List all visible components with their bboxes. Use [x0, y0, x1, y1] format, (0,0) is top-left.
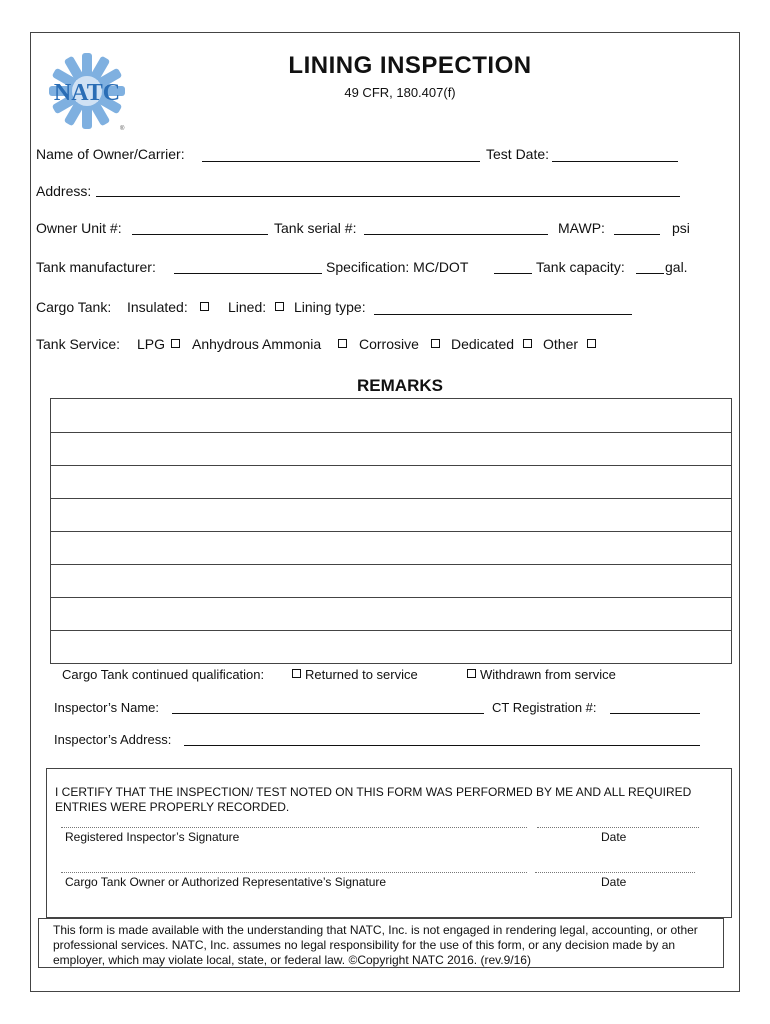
service-other-checkbox[interactable]	[587, 339, 596, 348]
service-other-label: Other	[543, 336, 579, 352]
remarks-divider	[51, 465, 731, 466]
remarks-divider	[51, 597, 731, 598]
service-dedicated-label: Dedicated	[451, 336, 515, 352]
remarks-divider	[51, 630, 731, 631]
service-lpg-label: LPG	[137, 336, 166, 352]
capacity-label: Tank capacity:	[536, 259, 625, 275]
lined-checkbox[interactable]	[275, 302, 284, 311]
lined-label: Lined:	[228, 299, 267, 315]
capacity-field[interactable]	[636, 273, 664, 274]
remarks-divider	[51, 564, 731, 565]
inspector-date-line[interactable]	[537, 827, 699, 828]
capacity-unit: gal.	[665, 259, 688, 275]
cargo-tank-label: Cargo Tank:	[36, 299, 112, 315]
inspector-signature-line[interactable]	[61, 827, 527, 828]
address-field[interactable]	[96, 196, 680, 197]
tank-service-label: Tank Service:	[36, 336, 121, 352]
returned-label: Returned to service	[305, 667, 418, 682]
tank-serial-field[interactable]	[364, 234, 548, 235]
svg-text:NATC: NATC	[53, 80, 121, 106]
address-label: Address:	[36, 183, 92, 199]
certification-box	[46, 768, 732, 918]
certification-statement: I CERTIFY THAT THE INSPECTION/ TEST NOTED ON THIS FORM WAS PERFORMED BY ME AND ALL REQUIRED ENTRIES WERE PROPERLY RECORDED.	[55, 785, 692, 814]
withdrawn-checkbox[interactable]	[467, 669, 476, 678]
ct-registration-field[interactable]	[610, 713, 700, 714]
inspector-address-field[interactable]	[184, 745, 700, 746]
inspector-name-field[interactable]	[172, 713, 484, 714]
service-ammonia-checkbox[interactable]	[338, 339, 347, 348]
insulated-checkbox[interactable]	[200, 302, 209, 311]
owner-label: Name of Owner/Carrier:	[36, 146, 185, 162]
remarks-table[interactable]	[50, 398, 732, 664]
lining-type-field[interactable]	[374, 314, 632, 315]
lining-type-label: Lining type:	[294, 299, 366, 315]
service-corrosive-checkbox[interactable]	[431, 339, 440, 348]
disclaimer-box	[38, 918, 724, 968]
insulated-label: Insulated:	[127, 299, 188, 315]
form-title: LINING INSPECTION	[288, 52, 532, 79]
tank-serial-label: Tank serial #:	[274, 220, 357, 236]
service-dedicated-checkbox[interactable]	[523, 339, 532, 348]
service-lpg-checkbox[interactable]	[171, 339, 180, 348]
service-ammonia-label: Anhydrous Ammonia	[192, 336, 322, 352]
ct-registration-label: CT Registration #:	[492, 700, 597, 715]
remarks-divider	[51, 498, 731, 499]
remarks-title: REMARKS	[357, 376, 443, 395]
owner-signature-line[interactable]	[61, 872, 527, 873]
test-date-field[interactable]	[552, 161, 678, 162]
mawp-label: MAWP:	[558, 220, 605, 236]
owner-signature-label: Cargo Tank Owner or Authorized Representative’s Signature	[65, 875, 387, 889]
withdrawn-label: Withdrawn from service	[480, 667, 616, 682]
manufacturer-label: Tank manufacturer:	[36, 259, 156, 275]
qualification-label: Cargo Tank continued qualification:	[62, 667, 265, 682]
owner-date-line[interactable]	[535, 872, 695, 873]
owner-unit-label: Owner Unit #:	[36, 220, 122, 236]
mawp-unit: psi	[672, 220, 690, 236]
svg-text:®: ®	[120, 126, 125, 132]
owner-date-label: Date	[601, 875, 627, 889]
inspector-address-label: Inspector’s Address:	[54, 732, 172, 747]
specification-field[interactable]	[494, 273, 532, 274]
test-date-label: Test Date:	[486, 146, 550, 162]
owner-unit-field[interactable]	[132, 234, 268, 235]
mawp-field[interactable]	[614, 234, 660, 235]
form-subtitle: 49 CFR, 180.407(f)	[344, 85, 456, 100]
returned-checkbox[interactable]	[292, 669, 301, 678]
disclaimer-text: This form is made available with the understanding that NATC, Inc. is not engaged in rendering legal, accounting, or other professional services. NATC, Inc. assumes no legal responsibility for the use of this form, or any decision made by an employer, which may violate local, state, or federal law. ©Copyright NATC 2016. (rev.9/16)	[53, 923, 698, 967]
inspector-date-label: Date	[601, 830, 627, 844]
owner-field[interactable]	[202, 161, 480, 162]
inspector-signature-label: Registered Inspector’s Signature	[65, 830, 240, 844]
manufacturer-field[interactable]	[174, 273, 322, 274]
remarks-divider	[51, 531, 731, 532]
specification-label: Specification: MC/DOT	[326, 259, 469, 275]
inspector-name-label: Inspector’s Name:	[54, 700, 160, 715]
service-corrosive-label: Corrosive	[359, 336, 419, 352]
remarks-divider	[51, 432, 731, 433]
